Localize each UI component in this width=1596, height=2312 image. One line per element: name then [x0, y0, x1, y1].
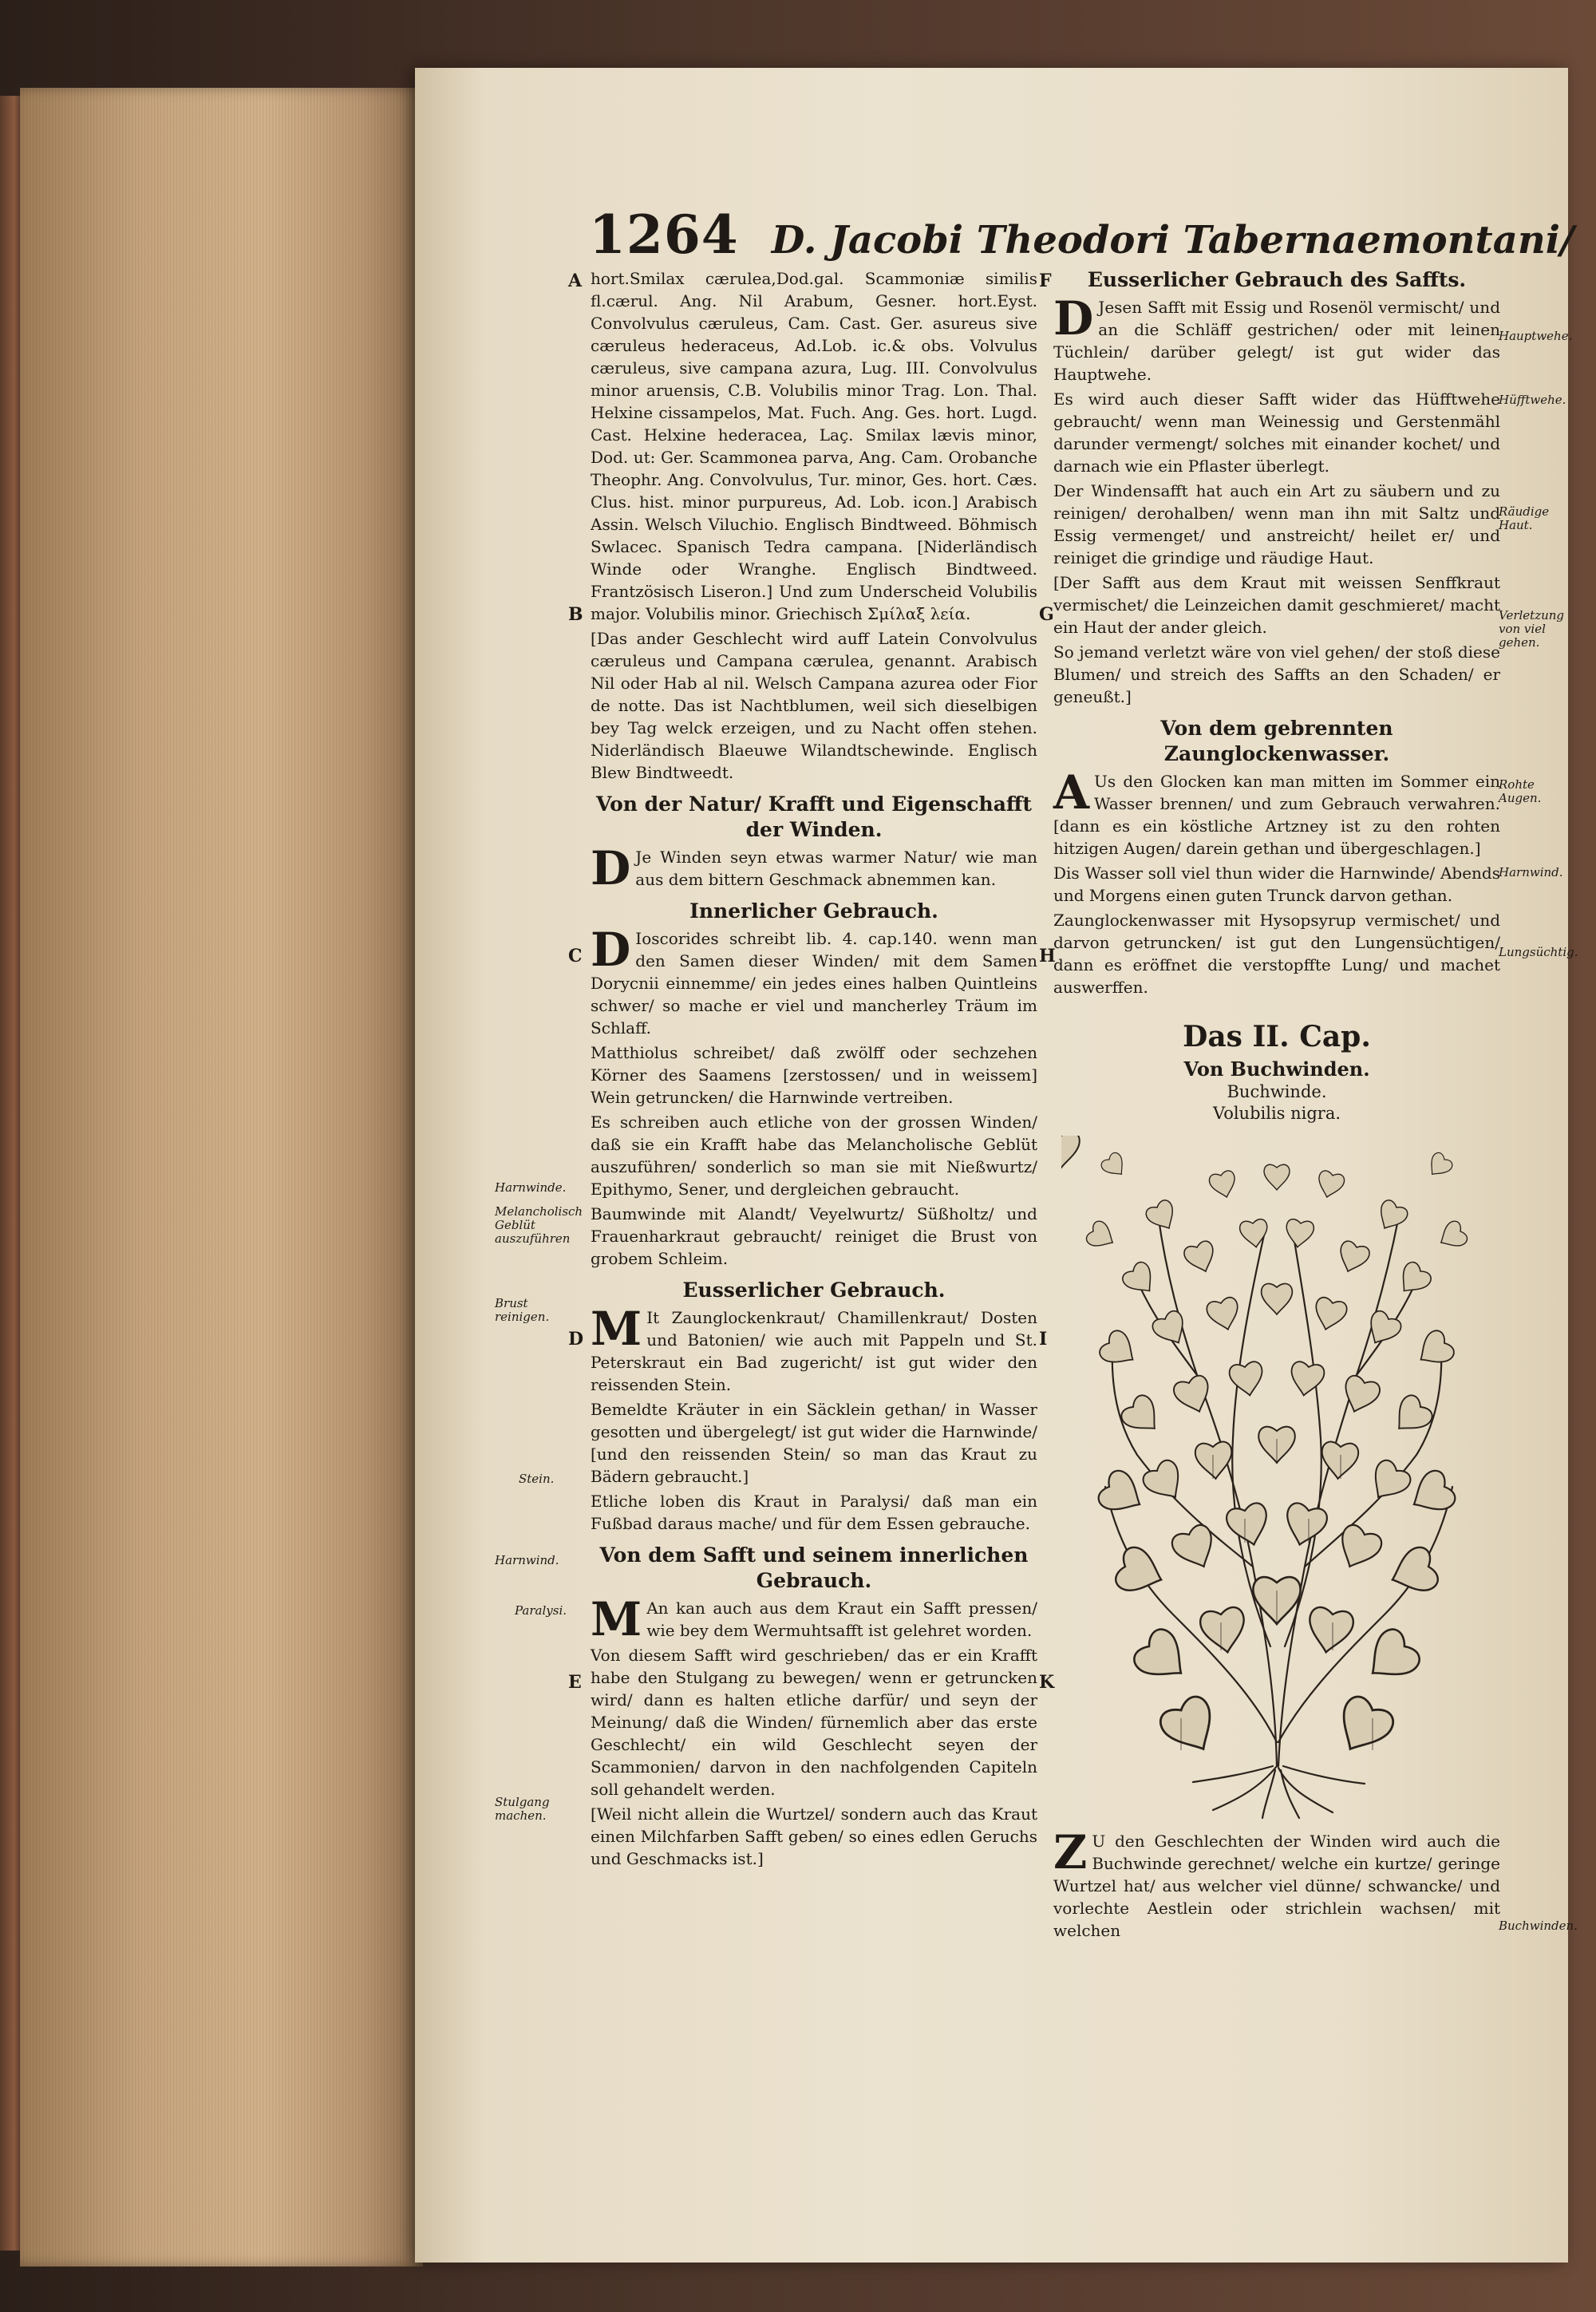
margin-note: Buchwinden. [1499, 1919, 1578, 1933]
margin-note: Harnwind. [495, 1553, 559, 1567]
paragraph: Etliche loben dis Kraut in Paralysi/ daß man ein Fußbad daraus mache/ und für dem Essen gebrauche. [591, 1492, 1037, 1533]
drop-cap: D [591, 841, 631, 895]
margin-letter-f: F [1039, 271, 1052, 291]
margin-note: Melancholisch Geblüt auszuführen [495, 1204, 583, 1246]
paragraph: D Je Winden seyn etwas warmer Natur/ wie man aus dem bittern Geschmack abnemmen kan. [591, 841, 1037, 895]
paragraph: [Weil nicht allein die Wurtzel/ sondern auch das Kraut einen Milchfarben Safft geben/ so eines edlen Geruchs und Geschmacks ist.] [591, 1804, 1037, 1868]
drop-cap: A [1053, 765, 1090, 820]
paragraph: Zaunglockenwasser mit Hysopsyrup vermischet/ und darvon getruncken/ ist gut den Lungensüchtigen/ dann es eröffnet die verstopffte Lung/ und machet auswerffen. [1053, 911, 1500, 997]
margin-letter-a: A [568, 271, 583, 291]
running-title: D. Jacobi Theodori Tabernaemontani/ [771, 218, 1574, 263]
paragraph: Matthiolus schreibet/ daß zwölff oder sechzehen Körner des Saamens [zerstossen/ und in weissem] Wein getruncken/ die Harnwinde vertreiben. [591, 1043, 1037, 1107]
section-heading: Eusserlicher Gebrauch. [682, 1279, 946, 1302]
paragraph: Es wird auch dieser Safft wider das Hüfftwehe gebraucht/ wenn man Weinessig und Gerstenmähl darunder vermengt/ solches mit einander kochet/ und darnach wie ein Pflaster überlegt. [1053, 389, 1500, 476]
plant-woodcut-illustration [1061, 1136, 1492, 1822]
margin-letter-b: B [568, 604, 583, 625]
book-page-edges [20, 88, 423, 2267]
chapter-heading: Das II. Cap. [1183, 1020, 1371, 1053]
drop-cap: Z [1053, 1825, 1088, 1879]
section-heading: Innerlicher Gebrauch. [689, 899, 938, 923]
margin-note: Hüfftwehe. [1499, 393, 1566, 407]
margin-note: Harnwinde. [495, 1180, 567, 1195]
paragraph: Der Windensafft hat auch ein Art zu säubern und zu reinigen/ derohalben/ wenn man ihn mit Saltz und Essig vermenget/ und anstreicht/ heilet er/ und reiniget die grindige und räudige Haut. [1053, 481, 1500, 567]
margin-note: Stulgang machen. [495, 1795, 550, 1823]
paragraph: Dis Wasser soll viel thun wider die Harnwinde/ Abends und Morgens einen guten Trunck darvon gethan. [1053, 864, 1500, 905]
margin-letter-h: H [1039, 946, 1056, 966]
margin-letter-g: G [1039, 604, 1054, 625]
section-heading: Eusserlicher Gebrauch des Saffts. [1087, 268, 1467, 291]
paragraph: D Ioscorides schreibt lib. 4. cap.140. wenn man den Samen dieser Winden/ mit dem Samen Dorycnii einnemme/ ein jedes eines halben Quintleins schwer/ so mache er viel und mancherley Träum im Schlaff. [591, 923, 1037, 1037]
right-column [1053, 267, 1500, 1944]
margin-note: Verletzung von viel gehen. [1499, 608, 1565, 650]
margin-note: Stein. [519, 1472, 555, 1486]
section-heading: Von dem gebrennten Zaunglockenwasser. [1160, 717, 1393, 765]
paragraph: A Us den Glocken kan man mitten im Sommer ein Wasser brennen/ und zum Gebrauch verwahren. [dann es ein köstliche Artzney ist zu den rohten hitzigen Augen/ darein gethan und übergeschlagen.] [1053, 765, 1500, 858]
book-page [415, 68, 1578, 2263]
margin-letter-c: C [568, 946, 583, 966]
paragraph: hort.Smilax cærulea,Dod.gal. Scammoniæ similis fl.cærul. Ang. Nil Arabum, Gesner. hort.Eyst. Convolvulus cæruleus, Cam. Cast. Ger. asureus sive cæruleus hederaceus, Ad.Lob. ic.& obs. Volvulus cæruleus, sive campana azura, Lug. III. Convolvulus minor aruensis, C.B. Volubilis minor Trag. Lon. Thal. Helxine cissampelos, Mat. Fuch. Ang. Ges. hort. Lugd. Cast. Helxine hederacea, Laç. Smilax lævis minor, Dod. ut: Ger. Scammonea parva, Ang. Cam. Orobanche Theophr. Ang. Convolvulus, Tur. minor, Ges. hort. Cæs. Clus. hist. minor purpureus, Ad. Lob. icon.] Arabisch Assin. Welsch Viluchio. Englisch Bindtweed. Böhmisch Swlacec. Spanisch Tedra campana. [Niderländisch Winde oder Wranghe. Englisch Bindtweed. Frantzösisch Liseron.] Und zum Underscheid Volubilis major. Volubilis minor. Griechisch Σμίλαξ λεία. [591, 269, 1037, 623]
paragraph: Baumwinde mit Alandt/ Veyelwurtz/ Süßholtz/ und Frauenharkraut gebraucht/ reiniget die Brust von grobem Schleim. [591, 1204, 1037, 1268]
margin-note: Räudige Haut. [1499, 504, 1550, 532]
margin-letter-k: K [1039, 1672, 1055, 1693]
margin-note: Hauptwehe. [1499, 329, 1573, 343]
chapter-title: Von Buchwinden. [1183, 1057, 1370, 1081]
page-header [589, 204, 1574, 266]
paragraph: Es schreiben auch etliche von der grossen Winden/ daß sie ein Krafft habe das Melancholische Geblüt auszuführen/ sonderlich so man sie mit Nießwurtz/ Epithymo, Sener, und dergleichen gebraucht. [591, 1113, 1037, 1199]
paragraph: [Der Safft aus dem Kraut mit weissen Senffkraut vermischet/ die Leinzeichen damit geschmieret/ macht ein Haut der ander gleich. [1053, 573, 1500, 637]
paragraph: So jemand verletzt wäre von viel gehen/ der stoß diese Blumen/ und streich des Saffts an den Schaden/ er geneußt.] [1053, 642, 1500, 706]
section-heading: Von dem Safft und seinem innerlichen Gebrauch. [599, 1543, 1029, 1592]
margin-letter-d: D [568, 1329, 584, 1350]
paragraph: Von diesem Safft wird geschrieben/ das er ein Krafft habe den Stulgang zu bewegen/ wenn er getruncken wird/ dann es halten etliche darfür/ und seyn der Meinung/ daß die Winden/ fürnemlich aber das erste Geschlecht/ ein wild Geschlecht seyen der Scammonien/ darvon in den nachfolgenden Capiteln soll gehandelt werden. [591, 1646, 1037, 1799]
drop-cap: D [591, 923, 631, 977]
margin-letter-i: I [1039, 1329, 1048, 1350]
paragraph: M It Zaunglockenkraut/ Chamillenkraut/ Dosten und Batonien/ wie auch mit Pappeln und St. Peterskraut ein Bad zugericht/ ist gut wider den reissenden Stein. [591, 1302, 1037, 1394]
paragraph: D Jesen Safft mit Essig und Rosenöl vermischt/ und an die Schläff gestrichen/ oder mit leinen Tüchlein/ darüber gelegt/ ist gut wider das Hauptwehe. [1053, 291, 1500, 384]
margin-letter-e: E [568, 1672, 582, 1693]
margin-note: Brust reinigen. [495, 1296, 550, 1324]
drop-cap: M [591, 1592, 642, 1646]
margin-note: Lungsüchtig. [1499, 945, 1578, 959]
plant-name: Buchwinde. [1227, 1082, 1327, 1101]
drop-cap: D [1053, 291, 1094, 346]
paragraph: Z U den Geschlechten der Winden wird auch die Buchwinde gerechnet/ welche ein kurtze/ geringe Wurtzel hat/ aus welcher viel dünne/ schwancke/ und vorlechte Aestlein oder strichlein wachsen/ mit welchen [1053, 1825, 1500, 1940]
left-column [591, 267, 1037, 1872]
drop-cap: M [591, 1302, 642, 1356]
margin-note: Paralysi. [515, 1603, 567, 1618]
section-heading: Von der Natur/ Krafft und Eigenschafft der Winden. [596, 792, 1032, 841]
margin-note: Harnwind. [1499, 865, 1563, 879]
paragraph: [Das ander Geschlecht wird auff Latein Convolvulus cæruleus und Campana cærulea, genannt. Arabisch Nil oder Hab al nil. Welsch Campana azurea oder Fior de notte. Das ist Nachtblumen, weil sich dieselbigen bey Tag welck erzeigen, und zu Nacht offen stehen. Niderländisch Blaeuwe Wilandtschewinde. Englisch Blew Bindtweedt. [591, 629, 1037, 782]
paragraph: Bemeldte Kräuter in ein Säcklein gethan/ in Wasser gesotten und übergelegt/ ist gut wider die Harnwinde/ [und den reissenden Stein/ so man das Kraut zu Bädern gebraucht.] [591, 1400, 1037, 1486]
page-number: 1264 [589, 204, 739, 266]
plant-latin-name: Volubilis nigra. [1212, 1104, 1341, 1123]
paragraph: M An kan auch aus dem Kraut ein Safft pressen/ wie bey dem Wermuhtsafft ist gelehret worden. [591, 1592, 1037, 1646]
margin-note: Rohte Augen. [1499, 777, 1542, 805]
